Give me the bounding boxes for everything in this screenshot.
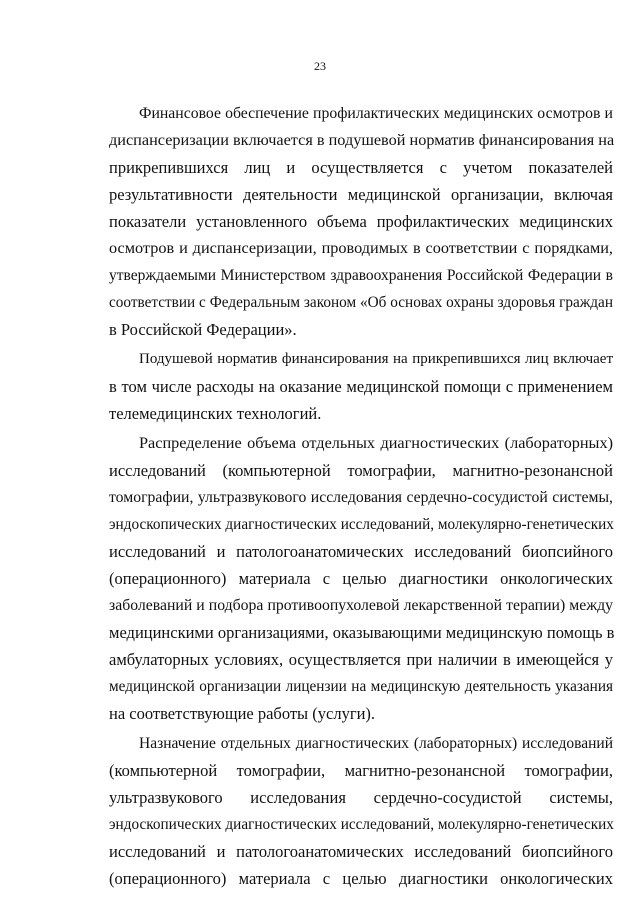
text-line: медицинскими организациями, оказывающими медицинскую помощь в <box>109 623 615 642</box>
text-line: диспансеризации включается в подушевой норматив финансирования на <box>109 131 615 149</box>
text-line: в Российской Федерации». <box>109 320 297 339</box>
text-line: исследований (компьютерной томографии, магнитно-резонансной <box>109 461 613 480</box>
text-line: медицинской организации лицензии на медицинскую деятельность указания <box>109 678 613 695</box>
text-line: утверждаемыми Министерством здравоохранения Российской Федерации в <box>109 267 613 284</box>
text-line: Подушевой норматив финансирования на прикрепившихся лиц включает <box>139 351 613 367</box>
text-line: (операционного) материала с целью диагностики онкологических <box>109 869 613 888</box>
paragraph-3 <box>109 430 613 727</box>
text-line: прикрепившихся лиц и осуществляется с учетом показателей <box>109 158 613 177</box>
page-number: 23 <box>314 59 326 73</box>
paragraph-1 <box>109 100 613 343</box>
text-line: томографии, ультразвукового исследования сердечно-сосудистой системы, <box>109 489 613 506</box>
text-line: Распределение объема отдельных диагностических (лабораторных) <box>139 434 613 452</box>
paragraph-4 <box>109 730 613 892</box>
text-line: амбулаторных условиях, осуществляется при наличии в имеющейся у <box>109 650 613 669</box>
text-line: исследований и патологоанатомических исследований биопсийного <box>109 542 613 561</box>
text-line: телемедицинских технологий. <box>109 404 322 423</box>
text-line: ультразвукового исследования сердечно-сосудистой системы, <box>109 788 613 807</box>
text-line: показатели установленного объема профилактических медицинских <box>109 212 613 231</box>
text-line: (компьютерной томографии, магнитно-резонансной томографии, <box>109 761 613 780</box>
text-line: результативности деятельности медицинской организации, включая <box>109 185 613 204</box>
text-line: в том числе расходы на оказание медицинской помощи с применением <box>109 377 613 396</box>
text-line: осмотров и диспансеризации, проводимых в соответствии с порядками, <box>109 239 613 257</box>
document-body <box>109 100 613 892</box>
text-line: Назначение отдельных диагностических (лабораторных) исследований <box>139 735 613 752</box>
text-line: соответствии с Федеральным законом «Об основах охраны здоровья граждан <box>109 294 613 311</box>
text-line: эндоскопических диагностических исследований, молекулярно-генетических <box>109 816 614 833</box>
text-line: исследований и патологоанатомических исследований биопсийного <box>109 842 613 861</box>
text-line: эндоскопических диагностических исследований, молекулярно-генетических <box>109 516 614 533</box>
paragraph-2 <box>109 346 613 427</box>
text-line: Финансовое обеспечение профилактических медицинских осмотров и <box>139 105 613 122</box>
text-line: на соответствующие работы (услуги). <box>109 704 376 723</box>
text-line: заболеваний и подбора противоопухолевой лекарственной терапии) между <box>109 597 613 614</box>
text-line: (операционного) материала с целью диагностики онкологических <box>109 569 613 588</box>
